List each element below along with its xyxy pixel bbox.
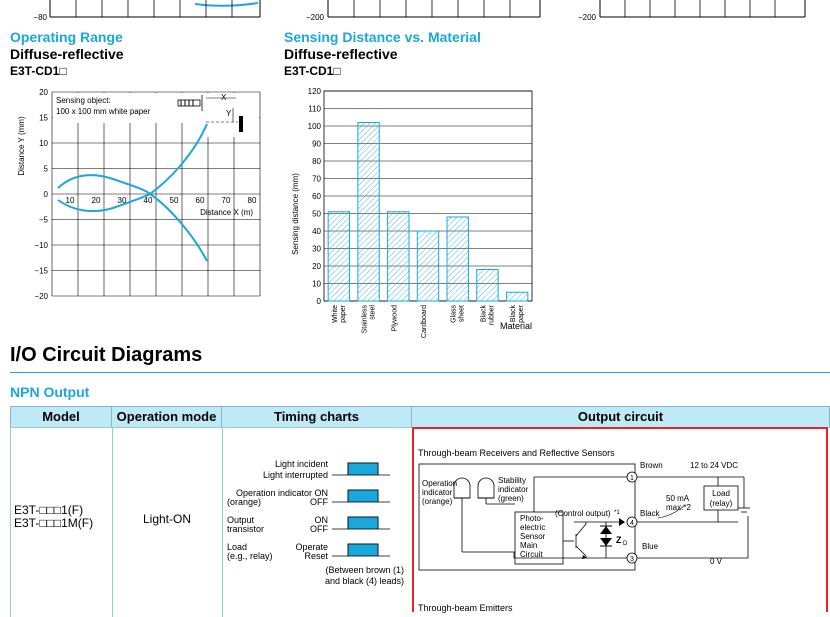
range-y-ticks <box>34 88 48 301</box>
svg-text:Reset: Reset <box>304 551 328 561</box>
svg-text:Circuit: Circuit <box>520 550 543 559</box>
tick-mid: −200 <box>305 13 324 22</box>
next-circuit-title: Through-beam Emitters <box>418 603 513 613</box>
range-title: Operating Range <box>10 29 123 45</box>
current-label-1: 50 mA <box>666 494 690 503</box>
output-circuit-diagram <box>414 446 826 612</box>
supply-label: 12 to 24 VDC <box>690 461 739 470</box>
col-border-0 <box>10 427 11 617</box>
range-subtitle: Diffuse-reflective <box>10 46 124 62</box>
zener-diode-icon <box>600 526 612 534</box>
operating-range-chart <box>18 86 280 306</box>
table-top-border <box>10 406 830 407</box>
bar <box>417 231 438 301</box>
svg-text:120: 120 <box>307 87 321 96</box>
svg-text:Photo-: Photo- <box>520 514 544 523</box>
model-line-1: E3T-□□□1(F) <box>14 503 84 517</box>
svg-text:60: 60 <box>195 196 205 205</box>
tick-right: −200 <box>577 13 596 22</box>
category-label: Glass <box>450 305 458 323</box>
svg-text:90: 90 <box>312 139 321 149</box>
range-note-2: 100 x 100 mm white paper <box>56 107 151 116</box>
svg-text:−5: −5 <box>38 215 48 225</box>
svg-text:40: 40 <box>312 227 321 236</box>
material-bars <box>328 123 528 302</box>
svg-text:Operate: Operate <box>295 542 328 552</box>
range-model: E3T-CD1□ <box>10 64 67 78</box>
svg-text:0: 0 <box>316 297 321 306</box>
x-marker: X <box>221 93 227 102</box>
bar <box>358 123 379 302</box>
svg-text:5: 5 <box>43 164 48 174</box>
material-y-ticks <box>308 87 322 306</box>
material-x-label: Material <box>499 321 532 331</box>
zd-sub: D <box>623 541 628 547</box>
svg-text:10: 10 <box>65 196 75 205</box>
material-model: E3T-CD1□ <box>284 64 341 78</box>
category-label: paper <box>339 305 347 323</box>
svg-text:60: 60 <box>312 192 321 201</box>
svg-text:3: 3 <box>630 556 634 563</box>
timing-chart <box>222 452 412 590</box>
previous-charts-bottom <box>0 0 830 22</box>
category-label: White <box>331 305 339 323</box>
svg-text:70: 70 <box>312 174 321 184</box>
category-label: rubber <box>488 305 496 326</box>
svg-text:Output: Output <box>227 515 255 525</box>
svg-text:Sensor: Sensor <box>520 532 546 541</box>
material-y-label: Sensing distance (mm) <box>291 173 300 255</box>
svg-text:10: 10 <box>312 279 321 289</box>
range-y-label: Distance Y (mm) <box>17 116 26 176</box>
timing-note-2: and black (4) leads) <box>324 576 404 586</box>
bar <box>388 212 409 301</box>
svg-text:Stability: Stability <box>498 476 527 485</box>
svg-text:0: 0 <box>43 190 48 199</box>
category-label: sheet <box>458 305 466 323</box>
model-line-2: E3T-□□□1M(F) <box>14 516 94 530</box>
svg-text:20: 20 <box>91 196 101 205</box>
y-marker: Y <box>226 109 232 118</box>
svg-text:ON: ON <box>314 515 328 525</box>
svg-text:Light interrupted: Light interrupted <box>262 470 328 480</box>
category-label: Black <box>510 305 518 323</box>
range-curve-lower <box>58 194 207 261</box>
stability-indicator-icon <box>478 478 494 498</box>
current-label-2: max.*2 <box>666 503 691 512</box>
category-label: Black <box>480 305 488 323</box>
svg-text:(e.g., relay): (e.g., relay) <box>227 551 273 561</box>
bar <box>477 270 498 302</box>
svg-text:Operation indicator ON: Operation indicator ON <box>235 488 328 498</box>
svg-text:30: 30 <box>117 196 127 205</box>
svg-text:(orange): (orange) <box>227 497 262 507</box>
io-heading-rule <box>10 372 830 373</box>
header-timing-charts: Timing charts <box>222 407 412 427</box>
star1: *1 <box>614 510 620 516</box>
svg-text:80: 80 <box>312 157 321 166</box>
svg-text:1: 1 <box>630 475 634 482</box>
circuit-title: Through-beam Receivers and Reflective Sensors <box>418 448 615 458</box>
diode-icon <box>600 538 612 546</box>
svg-text:OFF: OFF <box>310 497 328 507</box>
category-label: Cardboard <box>421 305 428 339</box>
svg-text:70: 70 <box>221 196 231 205</box>
category-label: paper <box>518 305 526 323</box>
material-title: Sensing Distance vs. Material <box>284 29 481 45</box>
svg-text:electric: electric <box>520 523 546 532</box>
svg-text:4: 4 <box>630 520 634 527</box>
material-subtitle: Diffuse-reflective <box>284 46 398 62</box>
svg-text:80: 80 <box>247 196 257 205</box>
category-label: Plywood <box>391 305 399 332</box>
svg-text:Load: Load <box>712 489 730 498</box>
operation-mode-cell: Light-ON <box>142 512 192 526</box>
io-heading: I/O Circuit Diagrams <box>10 344 203 366</box>
svg-text:50: 50 <box>169 196 179 205</box>
svg-text:(orange): (orange) <box>422 497 453 506</box>
svg-text:−10: −10 <box>34 241 48 250</box>
zd-label: Z <box>616 535 622 545</box>
material-chart <box>290 84 550 339</box>
timing-note-1: (Between brown (1) <box>325 565 404 575</box>
header-output-circuit: Output circuit <box>412 407 830 427</box>
svg-text:110: 110 <box>308 104 321 114</box>
range-note-1: Sensing object: <box>56 96 111 105</box>
bar <box>447 217 468 301</box>
svg-text:Operation: Operation <box>422 479 458 488</box>
zero-v-label: 0 V <box>710 557 723 566</box>
svg-text:indicator: indicator <box>422 488 453 497</box>
tick-left: −80 <box>33 13 47 22</box>
svg-text:(Control output): (Control output) <box>555 509 611 518</box>
svg-text:15: 15 <box>39 113 48 123</box>
svg-text:indicator: indicator <box>498 485 529 494</box>
brown-label: Brown <box>640 461 663 470</box>
svg-text:OFF: OFF <box>310 524 328 534</box>
svg-text:100: 100 <box>307 122 321 131</box>
category-label: steel <box>369 305 377 320</box>
svg-text:50: 50 <box>312 209 321 219</box>
svg-text:20: 20 <box>312 262 321 271</box>
svg-text:30: 30 <box>312 244 321 254</box>
svg-text:10: 10 <box>39 139 48 148</box>
svg-text:Light incident: Light incident <box>274 459 328 469</box>
svg-text:−15: −15 <box>34 266 48 276</box>
svg-text:20: 20 <box>39 88 48 97</box>
bar <box>328 212 349 301</box>
io-subheading: NPN Output <box>10 384 90 400</box>
svg-text:40: 40 <box>143 196 153 205</box>
header-model: Model <box>10 407 112 427</box>
material-category-labels <box>332 304 525 338</box>
timing-waveforms <box>332 463 390 556</box>
svg-text:Main: Main <box>520 541 538 550</box>
svg-text:(green): (green) <box>498 494 524 503</box>
blue-label: Blue <box>642 542 659 551</box>
category-label: Stainless <box>361 305 369 334</box>
svg-text:Load: Load <box>227 542 248 552</box>
model-cell <box>14 504 93 530</box>
black-label: Black <box>640 509 660 518</box>
svg-text:transistor: transistor <box>227 524 265 534</box>
header-operation-mode: Operation mode <box>112 407 222 427</box>
range-x-label: Distance X (m) <box>200 208 253 217</box>
svg-text:−20: −20 <box>34 292 48 301</box>
bar <box>506 292 527 301</box>
svg-text:(relay): (relay) <box>709 499 733 508</box>
